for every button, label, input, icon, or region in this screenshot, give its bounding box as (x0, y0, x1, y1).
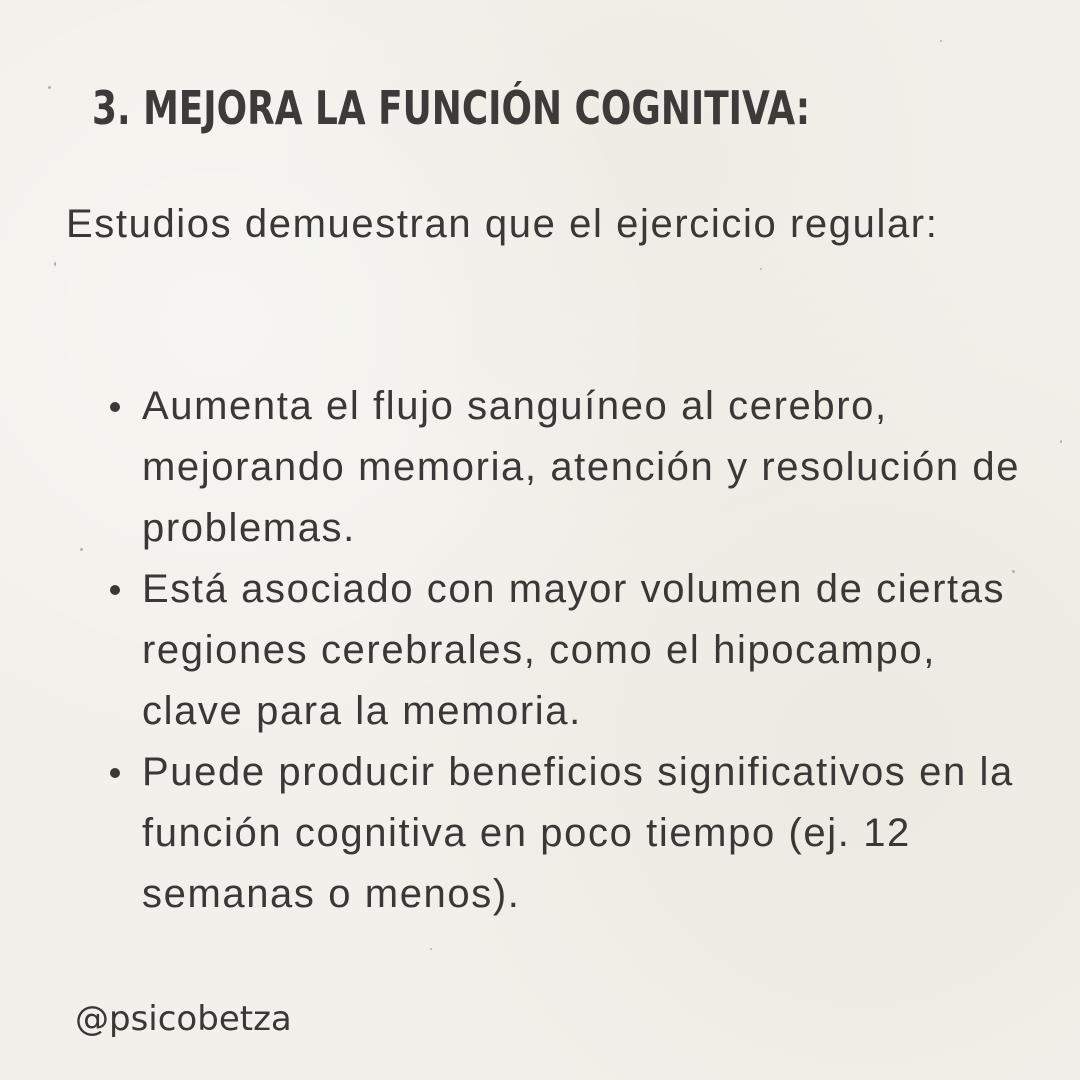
list-item (142, 376, 1042, 559)
author-handle: @psicobetza (75, 999, 292, 1039)
intro-text: Estudios demuestran que el ejercicio regular: (66, 202, 939, 246)
list-item (142, 742, 1042, 925)
bullet-icon (110, 585, 120, 595)
paper-speck (1060, 440, 1062, 443)
list-item (142, 559, 1042, 742)
paper-speck (940, 40, 942, 42)
benefits-list (142, 376, 1042, 925)
list-item-text: Puede producir beneficios significativos en la función cognitiva en poco tiempo (ej. 12 semanas o menos). (142, 750, 1014, 916)
paper-speck (430, 948, 432, 950)
list-item-text: Está asociado con mayor volumen de ciertas regiones cerebrales, como el hipocampo, clave para la memoria. (142, 567, 1006, 733)
paper-speck (80, 548, 83, 551)
bullet-icon (110, 402, 120, 412)
section-title: 3. MEJORA LA FUNCIÓN COGNITIVA: (92, 81, 811, 135)
paper-speck (48, 86, 51, 89)
paper-speck (54, 262, 56, 266)
bullet-icon (110, 768, 120, 778)
paper-speck (760, 268, 762, 270)
list-item-text: Aumenta el flujo sanguíneo al cerebro, mejorando memoria, atención y resolución de problemas. (142, 384, 1021, 550)
